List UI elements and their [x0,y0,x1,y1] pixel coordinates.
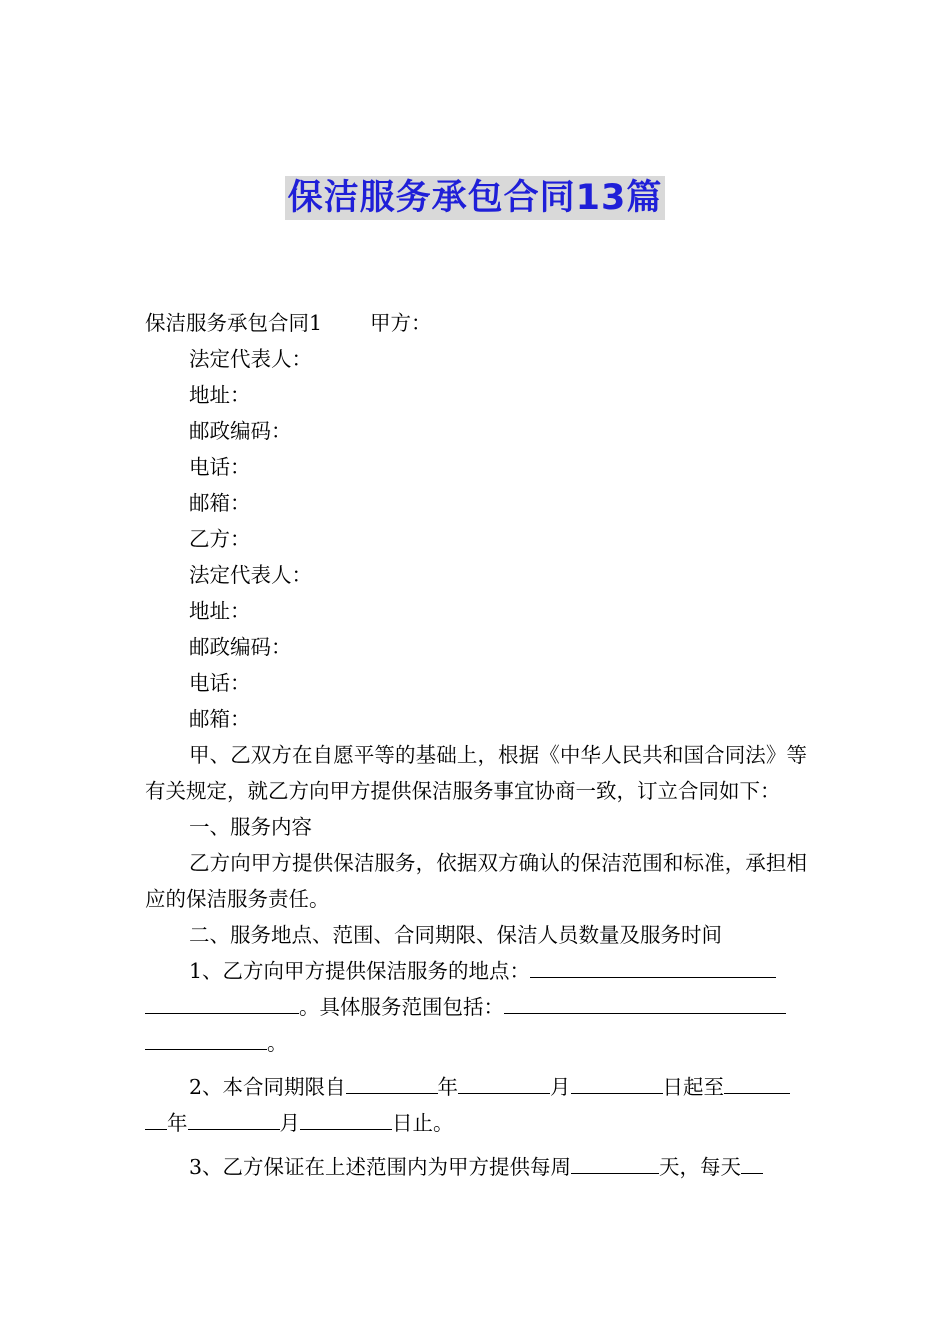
contract-heading-line [145,305,807,341]
blank-field [530,955,776,978]
contract-section-title: 保洁服务承包合同1 [145,311,323,335]
end-label: 日止。 [392,1111,454,1135]
item-1-line-1 [145,953,807,989]
blank-field [571,1071,663,1094]
month-label: 月 [279,1111,300,1135]
blank-field [145,991,299,1014]
intro-paragraph: 甲、乙双方在自愿平等的基础上，根据《中华人民共和国合同法》等有关规定，就乙方向甲方提供保洁服务事宜协商一致，订立合同如下： [145,743,807,803]
month-label: 月 [550,1075,571,1099]
blank-field [145,1027,267,1050]
party-a-phone: 电话： [189,455,251,479]
blank-field [346,1071,438,1094]
blank-field [188,1107,280,1130]
item-1-end: 。 [267,1031,288,1055]
item-3-label: 3、乙方保证在上述范围内为甲方提供每周 [189,1155,572,1179]
document-body [145,305,807,1185]
party-a-email: 邮箱： [189,491,251,515]
party-b-postcode: 邮政编码： [189,635,292,659]
party-a-label: 甲方： [370,311,432,335]
item-2-line-2 [145,1105,807,1141]
section-2-title: 二、服务地点、范围、合同期限、保洁人员数量及服务时间 [189,923,722,947]
blank-field [724,1071,790,1094]
year-label: 年 [167,1111,188,1135]
item-2-line-1 [145,1069,807,1105]
day-to-label: 日起至 [662,1075,725,1099]
spacer [145,1061,807,1069]
party-b-phone: 电话： [189,671,251,695]
blank-field [300,1107,392,1130]
item-1-line-3 [145,1025,807,1061]
party-a-representative: 法定代表人： [189,347,312,371]
title-container [0,176,950,220]
blank-field [458,1071,550,1094]
blank-field [571,1151,659,1174]
party-b-email: 邮箱： [189,707,251,731]
blank-field [741,1151,763,1174]
blank-field [504,991,786,1014]
item-2-label: 2、本合同期限自 [189,1075,346,1099]
spacer [145,1141,807,1149]
party-a-postcode: 邮政编码： [189,419,292,443]
party-b-representative: 法定代表人： [189,563,312,587]
blank-field [145,1107,167,1130]
section-1-title: 一、服务内容 [189,815,312,839]
item-3-line-1 [145,1149,807,1185]
item-1-scope-label: 。具体服务范围包括： [299,995,504,1019]
party-b-label: 乙方： [189,527,251,551]
party-a-address: 地址： [189,383,251,407]
section-1-text: 乙方向甲方提供保洁服务，依据双方确认的保洁范围和标准，承担相应的保洁服务责任。 [145,851,807,911]
year-label: 年 [437,1075,459,1099]
document-title: 保洁服务承包合同13篇 [285,176,666,220]
item-1-label: 1、乙方向甲方提供保洁服务的地点： [189,959,531,983]
party-b-address: 地址： [189,599,251,623]
item-1-line-2 [145,989,807,1025]
item-3-daily-label: 天，每天 [659,1155,742,1179]
